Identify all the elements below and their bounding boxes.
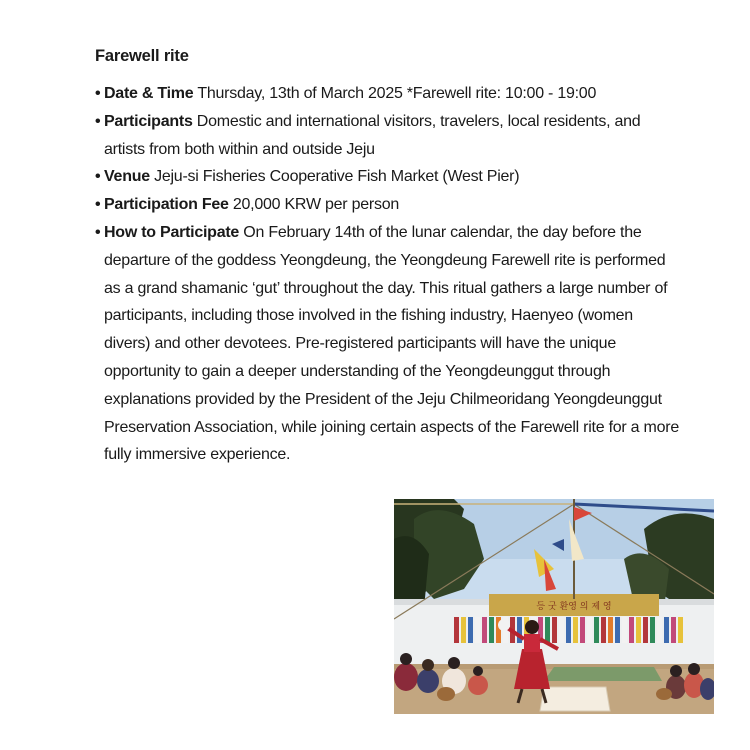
item-text: Thursday, 13th of March 2025 *Farewell rite: 10:00 - 19:00	[197, 85, 597, 102]
item-text: On February 14th of the lunar calendar, the day before the departure of the goddess Yeongdeung, the Yeongdeung Farewell rite is performed as a grand shamanic ‘gut’ throughout the day. This ritual gathers a large number of participants, including those involved in the fishing industry, Haenyeo (women divers) and other devotees. Pre-registered participants will have the unique opportunity to gain a deeper understanding of the Yeongdeunggut through explanations provided by the President of the Jeju Chilmeoridang Yeongdeunggut Preservation Association, while joining certain aspects of the Farewell rite for a more fully immersive experience.	[104, 223, 679, 464]
list-item-participants	[95, 108, 680, 164]
list-item-how-to-participate	[95, 219, 680, 469]
detail-list	[95, 80, 680, 469]
item-text: 20,000 KRW per person	[232, 196, 399, 214]
item-label: Venue	[104, 168, 150, 186]
item-label: Participation Fee	[104, 196, 229, 214]
list-item-date-time	[95, 80, 680, 108]
banner-text: 등 굿 환영 의 제 영	[536, 602, 612, 612]
item-text: Domestic and international visitors, travelers, local residents, and artists from both within and outside Jeju	[104, 112, 641, 158]
item-text: Jeju-si Fisheries Cooperative Fish Market (West Pier)	[154, 168, 520, 186]
shamanic-rite-photo	[394, 499, 714, 714]
list-item-venue	[95, 163, 680, 191]
list-item-fee	[95, 191, 680, 219]
section-heading: Farewell rite	[95, 47, 189, 65]
item-label: How to Participate	[104, 223, 240, 241]
item-label: Date & Time	[104, 85, 194, 102]
item-label: Participants	[104, 112, 193, 130]
